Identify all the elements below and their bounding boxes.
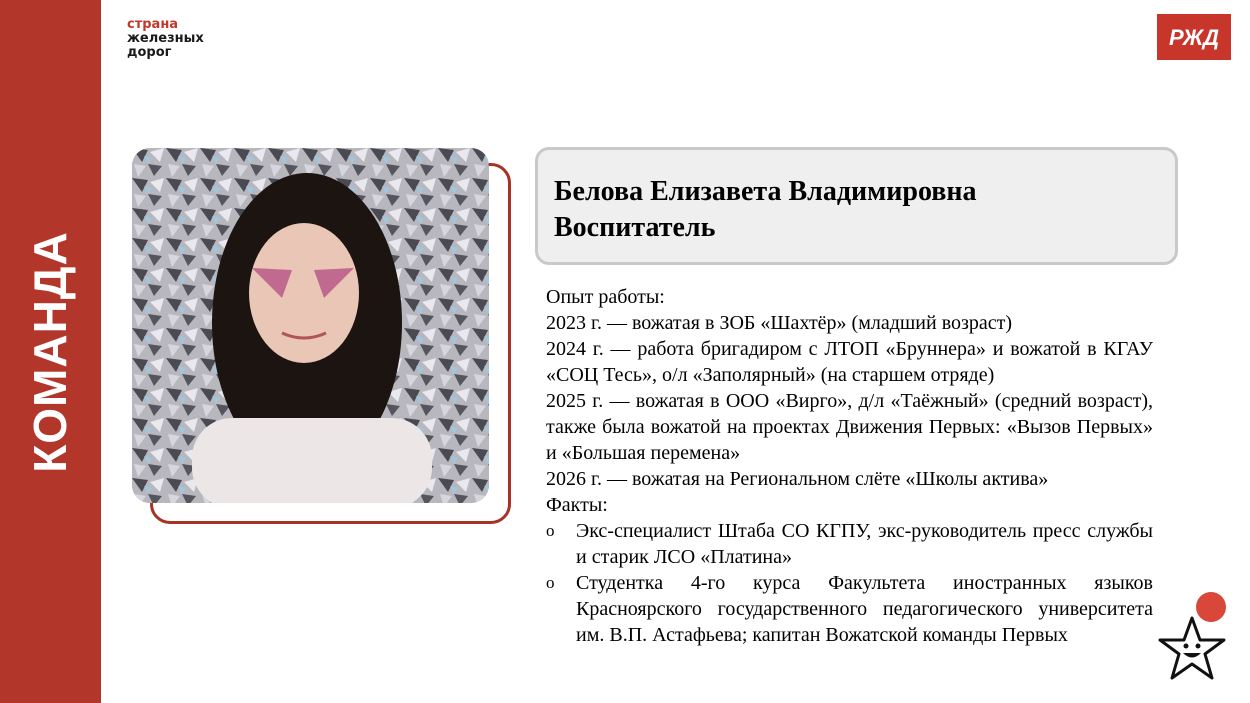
rzd-logo xyxy=(1157,14,1231,60)
name-card xyxy=(535,147,1178,265)
experience-item: 2025 г. — вожатая в ООО «Вирго», д/л «Таёжный» (средний возраст), также была вожатой на проектах Движения Первых: «Вызов Первых» и «Большая перемена» xyxy=(546,390,1153,464)
brand-line-1: страна xyxy=(127,17,179,32)
experience-item: 2026 г. — вожатая на Региональном слёте «Школы актива» xyxy=(546,468,1049,490)
facts-heading: Факты: xyxy=(546,494,608,516)
svg-text:РЖД: РЖД xyxy=(1168,25,1220,50)
facts-list xyxy=(546,518,1153,648)
brand-line-2: железных xyxy=(127,31,204,46)
person-name: Белова Елизавета Владимировна xyxy=(554,176,977,207)
brand-line-3: дорог xyxy=(127,45,172,60)
bullet-icon: o xyxy=(546,521,555,540)
fact-text: Студентка 4-го курса Факультета иностранных языков Красноярского государственного педагогического университета им. В.П. Астафьева; капитан Вожатской команды Первых xyxy=(576,572,1153,646)
experience-item: 2024 г. — работа бригадиром с ЛТОП «Бруннера» и вожатой в КГАУ «СОЦ Тесь», о/л «Заполярный» (на старшем отряде) xyxy=(546,338,1153,386)
fact-text: Экс-специалист Штаба СО КГПУ, экс-руководитель пресс службы и старик ЛСО «Платина» xyxy=(576,520,1153,568)
person-role: Воспитатель xyxy=(554,212,716,243)
brand-logo xyxy=(127,18,204,60)
info-block xyxy=(546,284,1153,648)
bullet-icon: o xyxy=(546,573,555,592)
sidebar-title: КОМАНДА xyxy=(24,231,76,473)
list-item xyxy=(546,518,1153,570)
experience-heading: Опыт работы: xyxy=(546,286,665,308)
list-item xyxy=(546,570,1153,648)
star-mascot-icon xyxy=(1156,590,1234,682)
sidebar xyxy=(0,0,101,703)
experience-item: 2023 г. — вожатая в ЗОБ «Шахтёр» (младший возраст) xyxy=(546,312,1013,334)
rzd-logo-icon xyxy=(1165,24,1223,50)
profile-photo xyxy=(132,148,489,503)
